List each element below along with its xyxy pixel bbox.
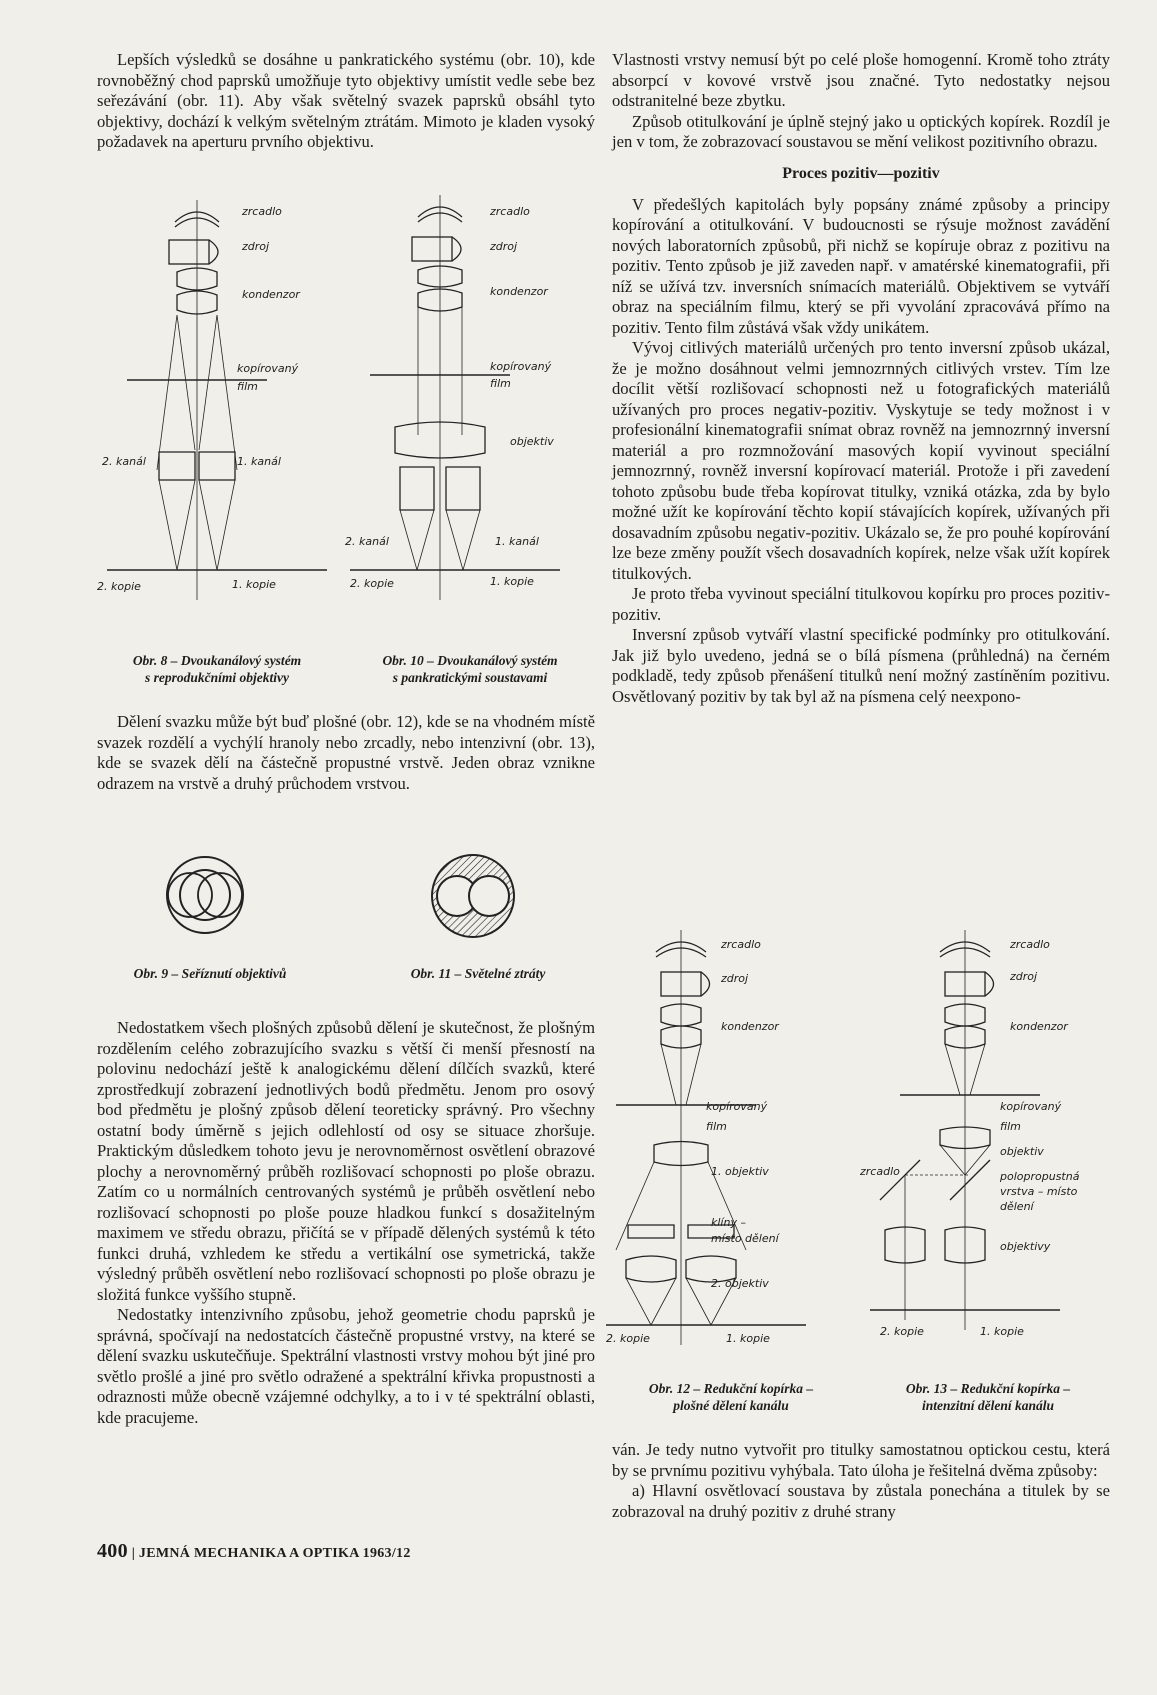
label-kopirovany: kopírovaný [490, 360, 552, 373]
paragraph: a) Hlavní osvětlovací soustava by zůstala ponechána a titulek by se zobrazoval na druhý pozitiv z druhé strany [612, 1481, 1110, 1521]
label-kondenzor: kondenzor [1010, 1020, 1068, 1033]
label-polopropustna: polopropustná [1000, 1170, 1080, 1183]
label-kanal-1: 1. kanál [495, 535, 539, 548]
right-column-bottom [612, 1440, 1110, 1522]
figure-13 [860, 930, 1120, 1360]
paragraph: V předešlých kapitolách byly popsány známé způsoby a principy kopírování a otitulkování. V budoucnosti se rýsuje možnost zavádění nových laboratorních způsobů, při nichž se kopíruje obraz z pozitivu na pozitiv. Tento způsob je již zaveden např. v amatérské kinematografii, při níž se užívá tzv. inversních snímacích materiálů. Objektivem se vytváří obraz na speciálním filmu, který se při vyvolání zpracovává přímo na pozitiv. Tento film zůstává však vždy unikátem. [612, 194, 1110, 337]
paragraph: Vlastnosti vrstvy nemusí být po celé ploše homogenní. Kromě toho ztráty absorpcí v kovové vrstvě jsou značné. Tyto nedostatky nejsou odstranitelné beze zbytku. [612, 50, 1110, 110]
label-zrcadlo: zrcadlo [721, 938, 761, 951]
label-zdroj: zdroj [721, 972, 749, 985]
figure-9 [160, 855, 260, 935]
figure-10-caption: Obr. 10 – Dvoukanálový systém s pankratickými soustavami [382, 653, 558, 685]
paragraph: Způsob otitulkování je úplně stejný jako u optických kopírek. Rozdíl je jen v tom, že zobrazovací soustavou se mění velikost pozitivního obrazu. [612, 111, 1110, 151]
label-film: film [1000, 1120, 1021, 1133]
figure-11-caption: Obr. 11 – Světelné ztráty [410, 966, 546, 981]
left-column-bottom [97, 1018, 595, 1428]
journal-name: JEMNÁ MECHANIKA A OPTIKA 1963/12 [138, 1546, 411, 1561]
page-footer [97, 1540, 411, 1563]
label-objektiv-2: 2. objektiv [711, 1277, 769, 1290]
label-objektiv-1: 1. objektiv [711, 1165, 769, 1178]
figure-8-caption: Obr. 8 – Dvoukanálový systém s reprodukčními objektivy [132, 653, 302, 685]
label-kopirovany: kopírovaný [706, 1100, 768, 1113]
figure-9-caption: Obr. 9 – Seříznutí objektivů [133, 966, 287, 981]
paragraph: Dělení svazku může být buď plošné (obr. 12), kde se na vhodném místě svazek rozdělí a vychýlí hranoly nebo zrcadly, nebo intenzivní (obr. 13), kde se svazek dělí na částečně propustné vrstvě. Jeden obraz vznikne odrazem na vrstvě a druhý průchodem vrstvou. [97, 712, 595, 793]
label-kopie-2: 2. kopie [880, 1325, 924, 1338]
label-film: film [490, 377, 511, 390]
figure-12-caption: Obr. 12 – Redukční kopírka – plošné dělení kanálu [648, 1381, 814, 1413]
footer-divider: | [131, 1546, 139, 1561]
label-zrcadlo: zrcadlo [490, 205, 530, 218]
label-kopie-2: 2. kopie [97, 580, 141, 593]
figure-11 [425, 852, 525, 942]
label-zdroj: zdroj [242, 240, 270, 253]
label-vrstva: vrstva – místo [1000, 1185, 1078, 1198]
label-deleni: dělení [1000, 1200, 1034, 1213]
label-kopie-2: 2. kopie [350, 577, 394, 590]
label-objektivy: objektivy [1000, 1240, 1051, 1253]
label-kopie-1: 1. kopie [726, 1332, 770, 1345]
paragraph: Vývoj citlivých materiálů určených pro tento inversní způsob ukázal, že je možno dosáhnout velmi jemnozrnných citlivých vrstev. Tím lze docílit větší rozlišovací schopnosti než u fotografických materiálů užívaných pro proces negativ-pozitiv. Vyskytuje se tedy možnost i v profesionální kinematografii snímat obraz rovněž na jemnozrnný inversní materiál a pro rozmnožování masových kopií vyvinout speciální jemnozrnný, rovněž inversní kopírovací materiál. Protože i při zavedení tohoto způsobu bude třeba kopírovat titulky, vzniká otázka, zda by bylo možné užít ke kopírování těchto kopií stávajících kopírek, užívaných při dosavadním způsobu negativ-pozitiv. Ukázalo se, že pro pouhé kopírování lze beze změny použít všech dosavadních kopírek, nelze však užít kopírek titulkových. [612, 338, 1110, 583]
left-column [97, 50, 595, 153]
label-zrcadlo: zrcadlo [242, 205, 282, 218]
label-kopie-1: 1. kopie [490, 575, 534, 588]
paragraph: Inversní způsob vytváří vlastní specifické podmínky pro otitulkování. Jak již bylo uvedeno, jedná se o bílá písmena (průhledná) na černém podkladě, tedy způsob přenášení titulků není možný zastíněním pozitivu. Osvětlovaný pozitiv by tak byl až na písmena celý neexpono- [612, 625, 1110, 706]
paragraph: Je proto třeba vyvinout speciální titulkovou kopírku pro proces pozitiv-pozitiv. [612, 584, 1110, 624]
label-zrcadlo-2: zrcadlo [860, 1165, 900, 1178]
paragraph: Lepších výsledků se dosáhne u pankratického systému (obr. 10), kde rovnoběžný chod paprsků umožňuje tyto objektivy umístit vedle sebe bez seřezávání (obr. 11). Aby však světelný svazek paprsků obsáhl tyto objektivy, dochází k velkým světelným ztrátám. Mimoto je kladen vysoký požadavek na aperturu prvního objektivu. [97, 50, 595, 151]
left-column-mid [97, 712, 595, 794]
section-heading: Proces pozitiv—pozitiv [782, 164, 940, 182]
figure-10 [330, 195, 590, 635]
label-kanal-2: 2. kanál [345, 535, 389, 548]
label-film: film [706, 1120, 727, 1133]
paragraph: Nedostatkem všech plošných způsobů dělení je skutečnost, že plošným rozdělením celého zobrazujícího svazku s větší či menší přesností na polovinu nedochází ještě k analogickému dělení dílčích svazků, které zprostředkují zobrazení jednotlivých bodů předmětu. Jenom pro osový bod předmětu je plošný způsob dělení teoreticky správný. Pro všechny ostatní body úměrně s jejich odlehlostí od osy se situace zhoršuje. Praktickým důsledkem tohoto jevu je nerovnoměrnost osvětlení obrazové plochy a nerovnoměrný průběh rozlišovací schopnosti po ploše obrazu. Zatím co u normálních centrovaných systémů je průběh osvětlení nebo rozlišovací schopnosti po ploše pouze hladkou funkcí s dosažitelným maximem ve středu obrazu, přičítá se v případě dělených systémů k této funkci druhá, vzhledem ke středu a vertikální ose symetrická, takže výsledný průběh osvětlení nebo rozlišovací schopnosti po ploše obrazu je složitá funkce vyššího stupně. [97, 1018, 595, 1304]
figure-12 [606, 930, 846, 1360]
label-zrcadlo: zrcadlo [1010, 938, 1050, 951]
label-kopie-2: 2. kopie [606, 1332, 650, 1345]
label-kopirovany: kopírovaný [237, 362, 299, 375]
label-misto-deleni: místo dělení [711, 1232, 779, 1245]
label-film: film [237, 380, 258, 393]
page-number: 400 [97, 1540, 128, 1562]
figure-13-caption: Obr. 13 – Redukční kopírka – intenzitní dělení kanálu [905, 1381, 1071, 1413]
label-kliny: klíny – [711, 1216, 746, 1229]
label-kanal-1: 1. kanál [237, 455, 281, 468]
right-column [612, 50, 1110, 707]
paragraph: Nedostatky intenzivního způsobu, jehož geometrie chodu paprsků je správná, spočívají na nedostatcích částečně propustné vrstvy, na které se dělení svazku uskutečňuje. Spektrální vlastnosti vrstvy mohou být jiné pro světlo prošlé a jiné pro světlo odražené a spektrální křivka propustnosti a odraznosti může obecně vzájemné odchylky, a to i v té spektrální oblasti, kde pracujeme. [97, 1305, 595, 1427]
label-objektiv: objektiv [510, 435, 554, 448]
label-kanal-2: 2. kanál [102, 455, 146, 468]
paragraph: ván. Je tedy nutno vytvořit pro titulky samostatnou optickou cestu, která by se prvnímu pozitivu vyhýbala. Tato úloha je řešitelná dvěma způsoby: [612, 1440, 1110, 1480]
label-kopirovany: kopírovaný [1000, 1100, 1062, 1113]
label-kopie-1: 1. kopie [232, 578, 276, 591]
label-zdroj: zdroj [1010, 970, 1038, 983]
label-kondenzor: kondenzor [721, 1020, 779, 1033]
label-kopie-1: 1. kopie [980, 1325, 1024, 1338]
label-zdroj: zdroj [490, 240, 518, 253]
label-objektiv: objektiv [1000, 1145, 1044, 1158]
figure-8 [97, 200, 337, 640]
label-kondenzor: kondenzor [242, 288, 300, 301]
label-kondenzor: kondenzor [490, 285, 548, 298]
